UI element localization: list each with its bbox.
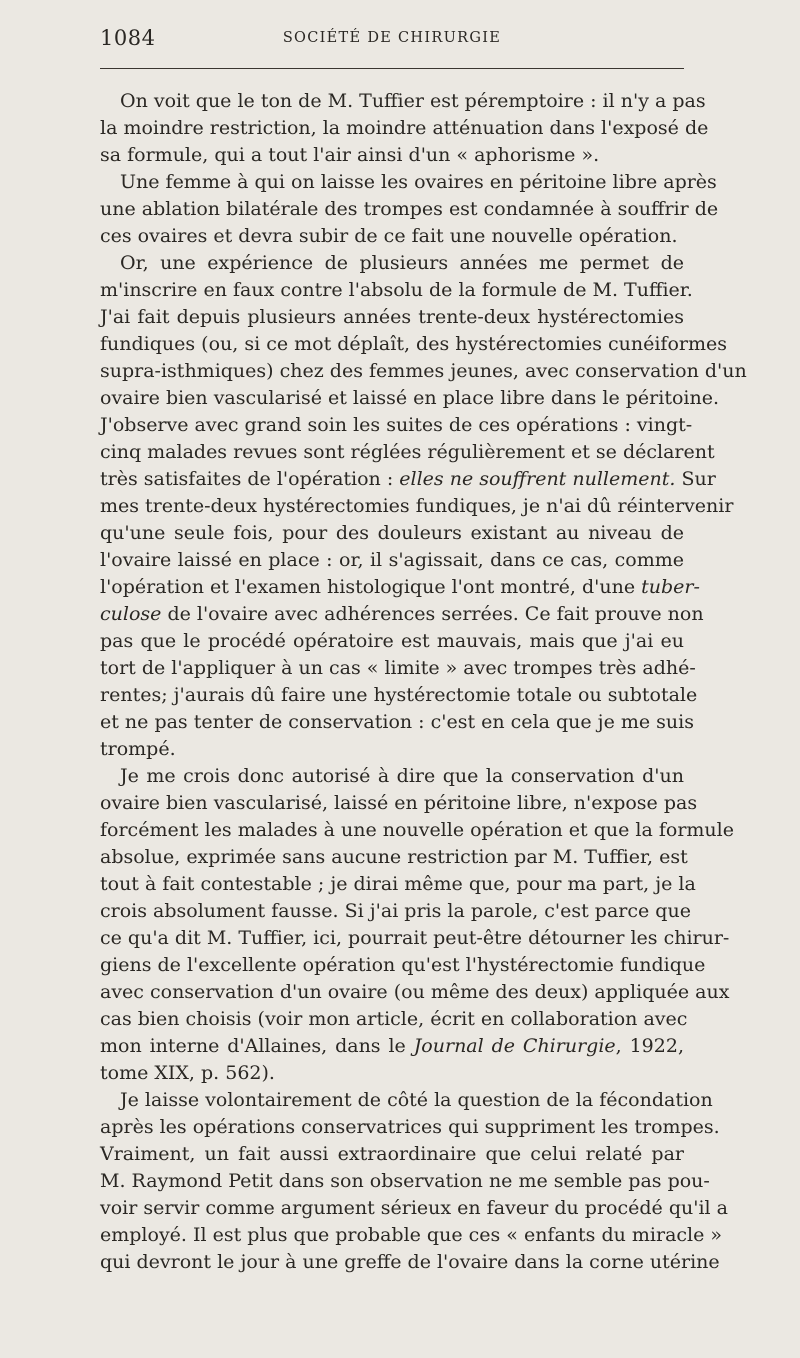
text-line: qui devront le jour à une greffe de l'ovaire dans la corne utérine [100,1251,720,1273]
text-line [100,601,704,628]
header-rule [100,68,684,69]
text-line: tort de l'appliquer à un cas « limite » avec trompes très adhé- [100,657,696,679]
running-title: SOCIÉTÉ DE CHIRURGIE [282,30,502,46]
text-segment: mon interne d'Allaines, dans le [100,1035,406,1057]
text-line: mes trente-deux hystérectomies fundiques, je n'ai dû réintervenir [100,495,734,517]
text-line: ovaire bien vascularisé et laissé en place libre dans le péritoine. [100,387,719,409]
text-line: M. Raymond Petit dans son observation ne me semble pas pou- [100,1170,710,1192]
text-segment: Sur [681,468,716,490]
text-line: et ne pas tenter de conservation : c'est en cela que je me suis [100,711,694,733]
text-line: tout à fait contestable ; je dirai même que, pour ma part, je la [100,873,696,895]
text-segment: de l'ovaire avec adhérences serrées. Ce fait prouve non [167,603,704,625]
body-text [100,88,747,1276]
text-line: J'observe avec grand soin les suites de ces opérations : vingt- [100,414,693,436]
text-line: m'inscrire en faux contre l'absolu de la formule de M. Tuffier. [100,279,693,301]
journal-title: Journal de Chirurgie [413,1035,616,1057]
text-line: Une femme à qui on laisse les ovaires en péritoine libre après [120,171,717,193]
text-line: J'ai fait depuis plusieurs années trente-deux hystérectomies [100,306,684,328]
text-line: fundiques (ou, si ce mot déplaît, des hystérectomies cunéiformes [100,333,727,355]
text-line [100,1033,684,1060]
text-line [100,574,700,601]
italic-phrase: elles ne souffrent nullement. [399,468,676,490]
text-line: cinq malades revues sont réglées régulièrement et se déclarent [100,441,715,463]
page-number: 1084 [100,26,156,50]
text-line: ces ovaires et devra subir de ce fait une nouvelle opération. [100,225,678,247]
text-segment: l'opération et l'examen histologique l'ont montré, d'une [100,576,636,598]
text-segment: très satisfaites de l'opération : [100,468,394,490]
text-line: On voit que le ton de M. Tuffier est péremptoire : il n'y a pas [120,90,706,112]
text-line: Je me crois donc autorisé à dire que la conservation d'un [120,765,684,787]
page-header [100,26,684,56]
text-line: une ablation bilatérale des trompes est condamnée à souffrir de [100,198,719,220]
text-line: employé. Il est plus que probable que ces « enfants du miracle » [100,1224,723,1246]
text-line: tome XIX, p. 562). [100,1062,275,1084]
text-line: ovaire bien vascularisé, laissé en péritoine libre, n'expose pas [100,792,698,814]
text-line [100,466,716,493]
text-segment: , 1922, [615,1035,684,1057]
text-line: sa formule, qui a tout l'air ainsi d'un « aphorisme ». [100,144,600,166]
text-line: la moindre restriction, la moindre atténuation dans l'exposé de [100,117,709,139]
text-line: pas que le procédé opératoire est mauvais, mais que j'ai eu [100,630,684,652]
text-line: giens de l'excellente opération qu'est l'hystérectomie fundique [100,954,706,976]
text-line: absolue, exprimée sans aucune restriction par M. Tuffier, est [100,846,688,868]
text-line: supra-isthmiques) chez des femmes jeunes, avec conservation d'un [100,360,747,382]
italic-phrase: tuber- [641,576,700,598]
text-line: avec conservation d'un ovaire (ou même des deux) appliquée aux [100,981,730,1003]
text-line: trompé. [100,738,176,760]
text-line: qu'une seule fois, pour des douleurs existant au niveau de [100,522,684,544]
text-line: Je laisse volontairement de côté la question de la fécondation [120,1089,713,1111]
text-line: ce qu'a dit M. Tuffier, ici, pourrait peut-être détourner les chirur- [100,927,730,949]
text-line: Or, une expérience de plusieurs années me permet de [120,252,684,274]
text-line: Vraiment, un fait aussi extraordinaire que celui relaté par [100,1143,684,1165]
text-line: cas bien choisis (voir mon article, écrit en collaboration avec [100,1008,688,1030]
text-line: forcément les malades à une nouvelle opération et que la formule [100,819,734,841]
text-line: crois absolument fausse. Si j'ai pris la parole, c'est parce que [100,900,691,922]
text-line: voir servir comme argument sérieux en faveur du procédé qu'il a [100,1197,728,1219]
text-line: rentes; j'aurais dû faire une hystérectomie totale ou subtotale [100,684,698,706]
text-line: l'ovaire laissé en place : or, il s'agissait, dans ce cas, comme [100,549,684,571]
italic-phrase: culose [100,603,162,625]
text-line: après les opérations conservatrices qui suppriment les trompes. [100,1116,720,1138]
